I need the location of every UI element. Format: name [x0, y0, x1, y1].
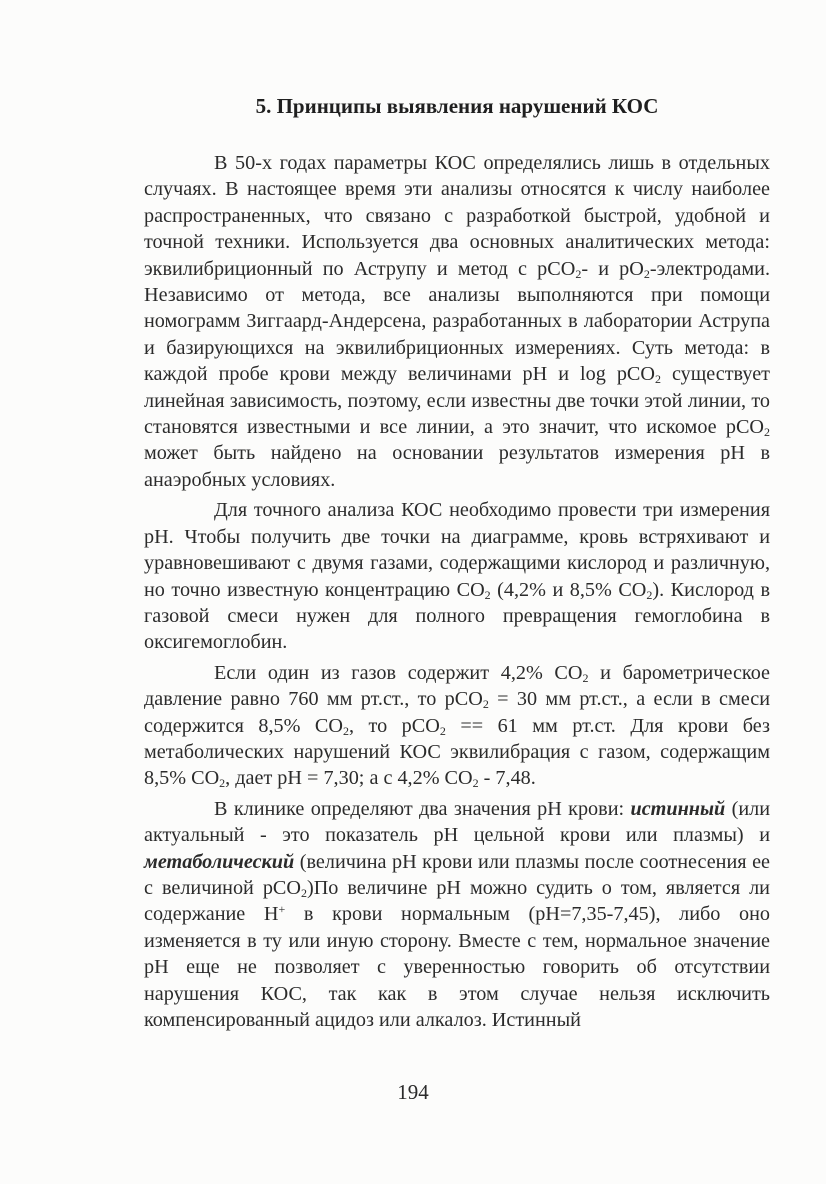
- text-run: может быть найдено на основании результатов измерения pH в анаэробных условиях.: [144, 442, 770, 491]
- paragraph-3: [144, 660, 770, 792]
- text-run: существует линейная зависимость, поэтому, если известны две точки этой линии, то становятся известными и все линии, а это значит, что искомое pCO: [144, 363, 771, 439]
- subscript: 2: [575, 266, 582, 281]
- subscript: 2: [646, 587, 653, 602]
- subscript: 2: [219, 776, 226, 791]
- text-run: Для точного анализа КОС необходимо провести три измерения pH. Чтобы получить две точки на диаграмме, кровь встряхивают и уравновешивают с двумя газами, содержащими кислород и различную, но точно известную концентрацию CO: [144, 499, 770, 601]
- subscript: 2: [654, 372, 661, 387]
- subscript: 2: [582, 670, 589, 685]
- text-run: , то pCO: [348, 714, 440, 737]
- subscript: 2: [643, 266, 650, 281]
- paragraph-1: [144, 150, 770, 493]
- text-run: , дает pH = 7,30; а с 4,2% CO: [225, 767, 473, 790]
- text-run: -электродами. Независимо от метода, все анализы выполняются при помощи номограмм Зиггаард-Андерсена, разработанных в лаборатории Аструпа и базирующихся на эквилибриционных измерениях. Суть метода: в каждой пробе крови между величинами pH и log pCO: [144, 257, 770, 386]
- text-run: )По величине pH можно судить о том, является ли содержание H: [144, 876, 770, 926]
- text-run: и барометрическое давление равно 760 мм рт.ст., то pCO: [144, 661, 770, 711]
- text-run: (4,2% и 8,5% CO: [490, 578, 647, 601]
- text-run: = 30 мм рт.ст., а если в смеси содержится 8,5% CO: [144, 688, 770, 737]
- subscript: 2: [764, 425, 770, 440]
- text-run: в крови нормальным (pH=7,35-7,45), либо оно изменяется в ту или иную сторону. Вместе с тем, нормальное значение pH еще не позволяет с уверенностью говорить об отсутствии нарушения КОС, так как в этом случае нельзя исключить компенсированный ацидоз или алкалоз. Истинный: [144, 903, 770, 1031]
- text-run: В клинике определяют два значения pH крови:: [214, 797, 631, 820]
- subscript: 2: [484, 587, 491, 602]
- page-content: [144, 92, 770, 1037]
- text-run: (величина pH крови или плазмы после соотнесения ее с величиной pCO: [144, 850, 770, 899]
- subscript: 2: [472, 776, 479, 791]
- term-true-ph: истинный: [630, 797, 726, 820]
- text-run: - 7,48.: [478, 767, 536, 790]
- superscript: +: [278, 902, 286, 917]
- paragraph-4: [144, 796, 770, 1034]
- text-run: ). Кислород в газовой смеси нужен для полного превращения гемоглобина в оксигемоглобин.: [144, 578, 770, 654]
- text-run: (или актуальный - это показатель pH цельной крови или плазмы) и: [144, 797, 771, 847]
- paragraph-2: [144, 497, 770, 655]
- subscript: 2: [482, 697, 489, 712]
- text-run: == 61 мм рт.ст. Для крови без метаболических нарушений КОС эквилибрация с газом, содержащим 8,5% CO: [144, 714, 770, 790]
- subscript: 2: [342, 723, 349, 738]
- section-heading: 5. Принципы выявления нарушений КОС: [255, 94, 659, 118]
- subscript: 2: [300, 885, 307, 900]
- term-metabolic-ph: метаболический: [144, 850, 295, 873]
- text-run: Если один из газов содержит 4,2% CO: [214, 661, 583, 684]
- page-number: 194: [397, 1080, 429, 1104]
- subscript: 2: [439, 723, 446, 738]
- text-run: - и pO: [581, 257, 644, 280]
- text-run: В 50-х годах параметры КОС определялись лишь в отдельных случаях. В настоящее время эти анализы относятся к числу наиболее распространенных, что связано с разработкой быстрой, удобной и точной техники. Используется два основных аналитических метода: эквилибриционный по Аструпу и метод с pCO: [144, 152, 770, 280]
